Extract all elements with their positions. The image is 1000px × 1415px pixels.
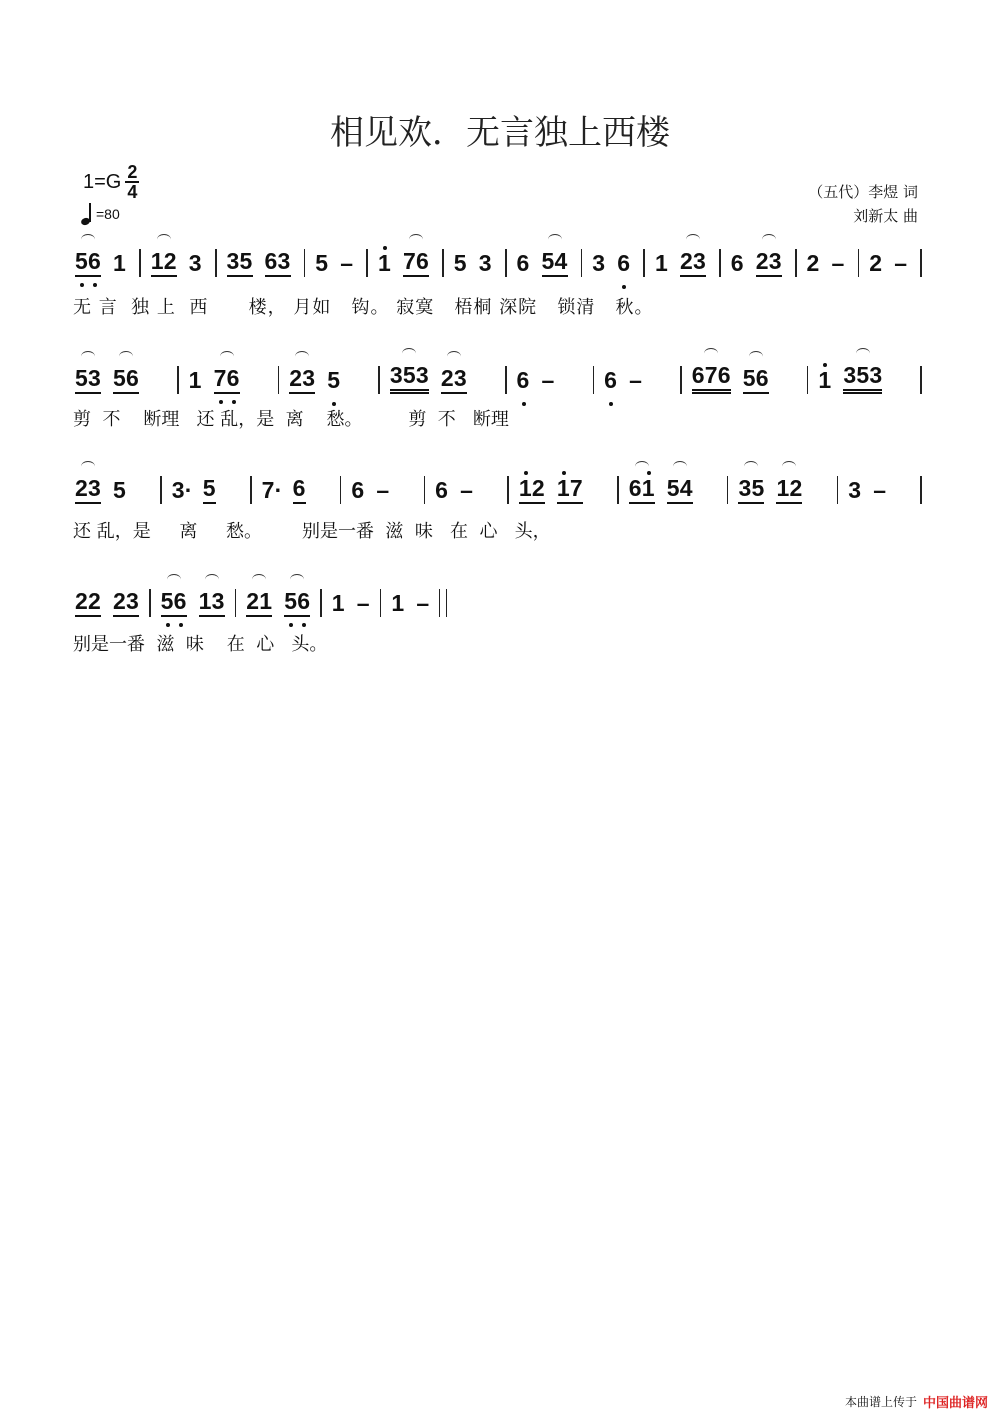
note-group (189, 367, 202, 394)
dash-sustain: – (376, 477, 391, 503)
final-barline (439, 589, 447, 617)
credits (808, 180, 918, 228)
measure (252, 475, 340, 504)
note: 1 (188, 367, 203, 393)
note: 3 (211, 588, 226, 614)
note-group (692, 362, 731, 394)
measure (619, 475, 727, 504)
note-group (542, 248, 568, 277)
lyrics-line-3: 还 乱，是 离 愁。 别是一番 滋 味 在 心 头， (73, 521, 551, 542)
note: 6 (351, 477, 366, 503)
note: 3 (188, 250, 203, 276)
dash-sustain: – (416, 590, 431, 616)
note-group (113, 365, 139, 394)
note: · (274, 477, 284, 503)
note: 3 (389, 362, 404, 388)
note: 5 (113, 365, 127, 391)
note: 6 (516, 250, 531, 276)
note: 6 (516, 367, 531, 393)
note-group (592, 250, 605, 277)
note: 3 (277, 248, 292, 274)
lyrics-line-4: 别是一番 滋 味 在 心 头。 (73, 634, 328, 655)
note: 3 (738, 475, 753, 501)
note: 6 (717, 362, 732, 388)
note: 4 (554, 248, 569, 274)
song-title: 相见欢．无言独上西楼 (330, 114, 670, 152)
note-group (214, 365, 240, 394)
note: 7 (569, 475, 584, 501)
dash-sustain: – (894, 250, 909, 276)
note: 2 (755, 248, 770, 274)
note: 3 (693, 248, 707, 274)
note: 5 (75, 365, 89, 391)
note-group (351, 477, 364, 504)
measure (75, 475, 160, 504)
note: 5 (315, 250, 330, 276)
footer-text: 本曲谱上传于 (844, 1395, 917, 1409)
note-group (75, 475, 101, 504)
note: 4 (679, 475, 694, 501)
note: 7 (261, 477, 276, 503)
note-group (378, 250, 391, 277)
note-group (265, 248, 291, 277)
note-group (738, 475, 764, 504)
note: 1 (113, 250, 127, 276)
note-group (873, 477, 886, 504)
note: 2 (869, 250, 884, 276)
note: 5 (75, 248, 89, 274)
note-group (161, 588, 187, 617)
note: 3 (88, 475, 102, 501)
measure (279, 365, 378, 394)
measure (75, 248, 139, 277)
measure (728, 475, 836, 504)
note-group (332, 590, 345, 617)
note: 2 (163, 248, 178, 274)
measure (162, 475, 250, 504)
dash-sustain: – (340, 250, 355, 276)
barline (920, 476, 922, 504)
note: 3 (869, 362, 884, 388)
measure (179, 365, 278, 394)
note: 1 (331, 590, 346, 616)
note: 6 (88, 248, 102, 274)
note: 6 (628, 475, 643, 501)
dash-sustain: – (629, 367, 643, 393)
tempo-value: =80 (96, 206, 120, 222)
note-group (75, 248, 101, 277)
measure (236, 588, 320, 617)
notation-line-1 (75, 248, 922, 277)
measure (721, 248, 795, 277)
note-group (517, 250, 530, 277)
note: 5 (402, 362, 417, 388)
note: 2 (113, 588, 127, 614)
quarter-note-icon (80, 203, 92, 225)
note-group (655, 250, 668, 277)
note: 1 (556, 475, 571, 501)
note: 6 (691, 362, 706, 388)
note-group (479, 250, 492, 277)
key-label: 1=G (83, 170, 122, 193)
note: 1 (259, 588, 273, 614)
note: 6 (264, 248, 279, 274)
measure (797, 250, 858, 277)
measure (217, 248, 304, 277)
time-signature (125, 163, 139, 201)
measure (444, 250, 505, 277)
note-group (629, 367, 642, 394)
note-group (807, 250, 820, 277)
measure (425, 477, 507, 504)
note-group (776, 475, 802, 504)
note-group (629, 475, 655, 504)
note-group (189, 250, 202, 277)
barline (920, 249, 922, 277)
note: 1 (391, 590, 406, 616)
note: 6 (297, 588, 311, 614)
measure (594, 367, 680, 394)
note: 5 (453, 250, 468, 276)
note: 7 (403, 248, 417, 274)
note-group (542, 367, 555, 394)
lyrics-line-2: 剪 不 断理 还 乱，是 离 愁。 剪 不 断理 (73, 409, 509, 430)
measure (838, 477, 920, 504)
note: 2 (806, 250, 821, 276)
note-group (284, 588, 310, 617)
measure (322, 590, 380, 617)
measure (380, 362, 505, 394)
note-group (293, 475, 306, 504)
note-group (75, 588, 101, 617)
note: 6 (126, 365, 140, 391)
note: 1 (818, 367, 833, 393)
note: 7 (704, 362, 719, 388)
note-group (894, 250, 907, 277)
note-group (460, 477, 473, 504)
note: 2 (75, 588, 89, 614)
note: 2 (440, 365, 455, 391)
tempo-mark (80, 203, 120, 225)
note: 1 (198, 588, 213, 614)
measure (507, 248, 581, 277)
measure (682, 362, 807, 394)
note-group (818, 367, 831, 394)
notation-line-4 (75, 588, 447, 617)
note-group (75, 365, 101, 394)
composer: 刘新太 曲 (853, 207, 918, 225)
note-group (113, 588, 139, 617)
note: 6 (435, 477, 449, 503)
note-group (743, 365, 769, 394)
measure (305, 250, 366, 277)
note: 6 (292, 475, 307, 501)
note-group (557, 475, 583, 504)
note: 3 (478, 250, 493, 276)
note-group (604, 367, 617, 394)
note: 1 (518, 475, 533, 501)
note-group (391, 590, 404, 617)
note: 5 (113, 477, 127, 503)
dash-sustain: – (460, 477, 474, 503)
dash-sustain: – (831, 250, 846, 276)
note-group (151, 248, 177, 277)
note: 3 (453, 365, 468, 391)
note-group (199, 588, 225, 617)
note-group (848, 477, 861, 504)
note-group (113, 250, 126, 277)
note: 5 (541, 248, 556, 274)
note-group (289, 365, 315, 394)
note-group (340, 250, 353, 277)
note: 6 (226, 365, 241, 391)
measure (75, 365, 177, 394)
note-group (113, 477, 126, 504)
note: 2 (88, 588, 102, 614)
barline (920, 366, 922, 394)
lyrics-line-1: 无 言 独 上 西 楼， 月如 钩。 寂寞 梧桐 深院 锁清 秋。 (73, 297, 654, 318)
note: 5 (202, 475, 217, 501)
note: 6 (730, 250, 745, 276)
note-group (731, 250, 744, 277)
dash-sustain: – (873, 477, 888, 503)
note: 5 (751, 475, 766, 501)
note: · (184, 477, 194, 503)
note: 3 (226, 248, 241, 274)
measure (509, 475, 617, 504)
note: 3 (126, 588, 140, 614)
note-group (667, 475, 693, 504)
note: 5 (327, 367, 342, 393)
note-group (441, 365, 467, 394)
measure (75, 588, 149, 617)
note: 5 (160, 588, 175, 614)
time-denominator: 4 (127, 182, 138, 202)
note: 2 (289, 365, 304, 391)
note: 1 (150, 248, 165, 274)
key-signature (83, 163, 139, 201)
measure (859, 250, 920, 277)
note: 3 (88, 365, 102, 391)
note: 3 (768, 248, 783, 274)
note-group (756, 248, 782, 277)
note-group (390, 362, 429, 394)
lyricist: （五代）李煜 词 (808, 183, 918, 201)
note: 5 (742, 365, 757, 391)
note-group (327, 367, 340, 394)
note: 1 (776, 475, 791, 501)
note: 6 (173, 588, 188, 614)
note: 3 (843, 362, 858, 388)
note-group (416, 590, 429, 617)
dash-sustain: – (541, 367, 556, 393)
measure (645, 248, 719, 277)
note: 3 (592, 250, 607, 276)
measure (141, 248, 215, 277)
note-group (454, 250, 467, 277)
note: 2 (531, 475, 546, 501)
measure (368, 248, 442, 277)
measure (582, 250, 643, 277)
measure (808, 362, 920, 394)
note: 3 (302, 365, 317, 391)
note: 1 (655, 250, 669, 276)
note-group (435, 477, 448, 504)
note: 5 (666, 475, 681, 501)
measure (341, 477, 423, 504)
note: 2 (75, 475, 89, 501)
measure (151, 588, 235, 617)
note: 1 (641, 475, 656, 501)
note: 2 (680, 248, 694, 274)
note: 3 (848, 477, 863, 503)
note: 6 (617, 250, 632, 276)
note: 3 (171, 477, 186, 503)
notation-line-2 (75, 362, 922, 394)
time-numerator: 2 (127, 162, 138, 182)
note-group (843, 362, 882, 394)
note-group (315, 250, 328, 277)
note-group (680, 248, 706, 277)
note-group (403, 248, 429, 277)
notation-line-3 (75, 475, 922, 504)
note-group (261, 477, 284, 504)
note-group (832, 250, 845, 277)
note-group (246, 588, 272, 617)
note-group (376, 477, 389, 504)
measure (381, 590, 439, 617)
note: 6 (416, 248, 430, 274)
note-group (171, 477, 194, 504)
note: 2 (246, 588, 260, 614)
note: 5 (239, 248, 254, 274)
note: 5 (856, 362, 871, 388)
note: 6 (604, 367, 618, 393)
note-group (869, 250, 882, 277)
dash-sustain: – (356, 590, 371, 616)
note: 7 (213, 365, 228, 391)
note: 1 (378, 250, 392, 276)
site-logo: 中国曲谱网 (922, 1395, 988, 1410)
note-group (517, 367, 530, 394)
note-group (357, 590, 370, 617)
note: 3 (415, 362, 430, 388)
footer (845, 1392, 988, 1411)
note: 6 (755, 365, 770, 391)
note: 5 (284, 588, 298, 614)
note: 2 (789, 475, 804, 501)
note-group (203, 475, 216, 504)
note-group (617, 250, 630, 277)
note-group (519, 475, 545, 504)
measure (507, 367, 593, 394)
note-group (227, 248, 253, 277)
